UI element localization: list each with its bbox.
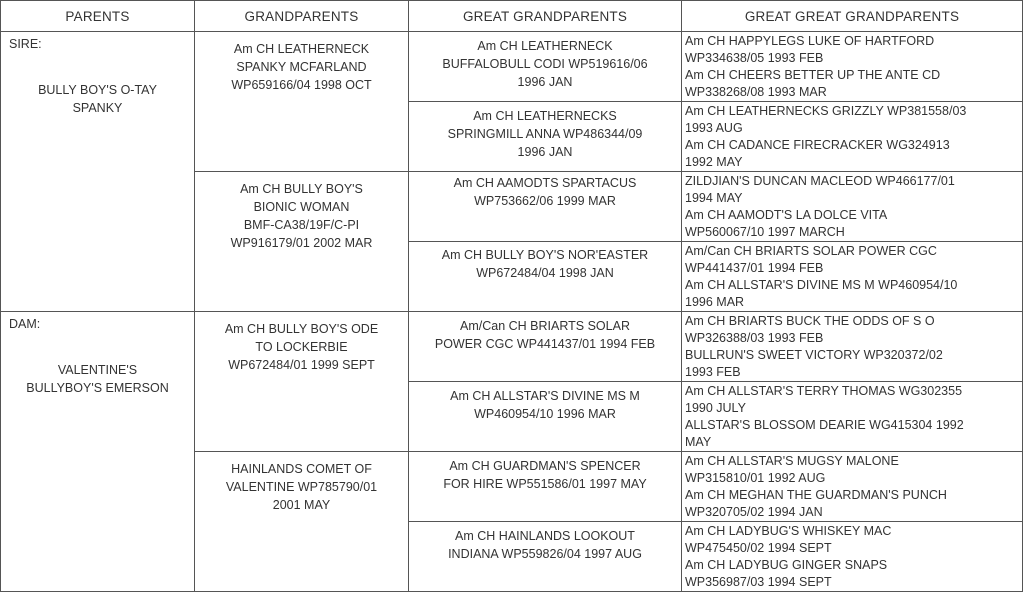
great-great-grandparents-cell: [682, 102, 1023, 172]
great-grandparent-cell: [409, 102, 682, 172]
grandparent-cell: [195, 312, 409, 452]
great-grandparent-cell: [409, 242, 682, 312]
great-great-grandparents-cell: [682, 522, 1023, 592]
great-grandparent-name: Am CH HAINLANDS LOOKOUT INDIANA WP559826/04 1997 AUG: [448, 529, 642, 561]
great-great-grandparent-name: BULLRUN'S SWEET VICTORY WP320372/02 1993 FEB: [685, 348, 943, 379]
dam-cell: [1, 312, 195, 592]
great-great-grandparent-name: Am CH BRIARTS BUCK THE ODDS OF S O WP326388/03 1993 FEB: [685, 314, 935, 345]
dam-name: VALENTINE'S BULLYBOY'S EMERSON: [26, 363, 169, 395]
grandparent-name: HAINLANDS COMET OF VALENTINE WP785790/01 2001 MAY: [225, 462, 378, 512]
header-parents: PARENTS: [1, 1, 195, 32]
great-grandparent-cell: [409, 382, 682, 452]
header-row: [1, 1, 1023, 32]
great-grandparent-name: Am CH LEATHERNECKS SPRINGMILL ANNA WP486344/09 1996 JAN: [447, 109, 643, 159]
great-great-grandparent-name: Am CH LADYBUG GINGER SNAPS WP356987/03 1994 SEPT: [685, 558, 888, 589]
great-great-grandparent-name: Am CH MEGHAN THE GUARDMAN'S PUNCH WP320705/02 1994 JAN: [685, 488, 947, 519]
great-great-grandparents-cell: [682, 32, 1023, 102]
grandparent-name: Am CH BULLY BOY'S BIONIC WOMAN BMF-CA38/19F/C-PI WP916179/01 2002 MAR: [230, 182, 373, 250]
great-grandparent-name: Am CH AAMODTS SPARTACUS WP753662/06 1999 MAR: [453, 176, 637, 208]
sire-label: SIRE:: [9, 37, 42, 51]
header-great-grandparents: GREAT GRANDPARENTS: [409, 1, 682, 32]
great-grandparent-cell: [409, 312, 682, 382]
grandparent-cell: [195, 172, 409, 312]
pedigree-row: [1, 312, 1023, 382]
great-great-grandparents-cell: [682, 382, 1023, 452]
great-great-grandparent-name: ALLSTAR'S BLOSSOM DEARIE WG415304 1992 MAY: [685, 418, 964, 449]
great-great-grandparent-name: Am CH CADANCE FIRECRACKER WG324913 1992 MAY: [685, 138, 950, 169]
great-great-grandparent-name: Am CH CHEERS BETTER UP THE ANTE CD WP338268/08 1993 MAR: [685, 68, 941, 99]
great-great-grandparents-cell: [682, 242, 1023, 312]
great-great-grandparents-cell: [682, 172, 1023, 242]
great-grandparent-name: Am/Can CH BRIARTS SOLAR POWER CGC WP441437/01 1994 FEB: [434, 319, 656, 351]
sire-name: BULLY BOY'S O-TAY SPANKY: [38, 83, 157, 115]
great-great-grandparent-name: Am CH LEATHERNECKS GRIZZLY WP381558/03 1993 AUG: [685, 104, 967, 135]
great-grandparent-cell: [409, 172, 682, 242]
great-grandparent-name: Am CH GUARDMAN'S SPENCER FOR HIRE WP551586/01 1997 MAY: [443, 459, 647, 491]
great-grandparent-name: Am CH ALLSTAR'S DIVINE MS M WP460954/10 1996 MAR: [450, 389, 640, 421]
great-great-grandparent-name: Am CH ALLSTAR'S MUGSY MALONE WP315810/01 1992 AUG: [685, 454, 899, 485]
great-grandparent-cell: [409, 522, 682, 592]
great-great-grandparent-name: Am CH ALLSTAR'S DIVINE MS M WP460954/10 1996 MAR: [685, 278, 958, 309]
great-grandparent-cell: [409, 452, 682, 522]
grandparent-cell: [195, 32, 409, 172]
great-grandparent-name: Am CH BULLY BOY'S NOR'EASTER WP672484/04 1998 JAN: [441, 248, 649, 280]
great-great-grandparent-name: Am CH LADYBUG'S WHISKEY MAC WP475450/02 1994 SEPT: [685, 524, 892, 555]
dam-label: DAM:: [9, 317, 41, 331]
sire-cell: [1, 32, 195, 312]
pedigree-row: [1, 32, 1023, 102]
great-grandparent-cell: [409, 32, 682, 102]
header-grandparents: GRANDPARENTS: [195, 1, 409, 32]
grandparent-name: Am CH BULLY BOY'S ODE TO LOCKERBIE WP672484/01 1999 SEPT: [224, 322, 379, 372]
great-great-grandparents-cell: [682, 312, 1023, 382]
grandparent-cell: [195, 452, 409, 592]
great-great-grandparent-name: Am CH AAMODT'S LA DOLCE VITA WP560067/10 1997 MARCH: [685, 208, 888, 239]
great-great-grandparent-name: Am/Can CH BRIARTS SOLAR POWER CGC WP441437/01 1994 FEB: [685, 244, 937, 275]
grandparent-name: Am CH LEATHERNECK SPANKY MCFARLAND WP659166/04 1998 OCT: [231, 42, 372, 92]
great-grandparent-name: Am CH LEATHERNECK BUFFALOBULL CODI WP519616/06 1996 JAN: [442, 39, 648, 89]
great-great-grandparent-name: Am CH ALLSTAR'S TERRY THOMAS WG302355 1990 JULY: [685, 384, 963, 415]
header-great-great-grandparents: GREAT GREAT GRANDPARENTS: [682, 1, 1023, 32]
great-great-grandparents-cell: [682, 452, 1023, 522]
great-great-grandparent-name: Am CH HAPPYLEGS LUKE OF HARTFORD WP334638/05 1993 FEB: [685, 34, 935, 65]
great-great-grandparent-name: ZILDJIAN'S DUNCAN MACLEOD WP466177/01 1994 MAY: [685, 174, 955, 205]
